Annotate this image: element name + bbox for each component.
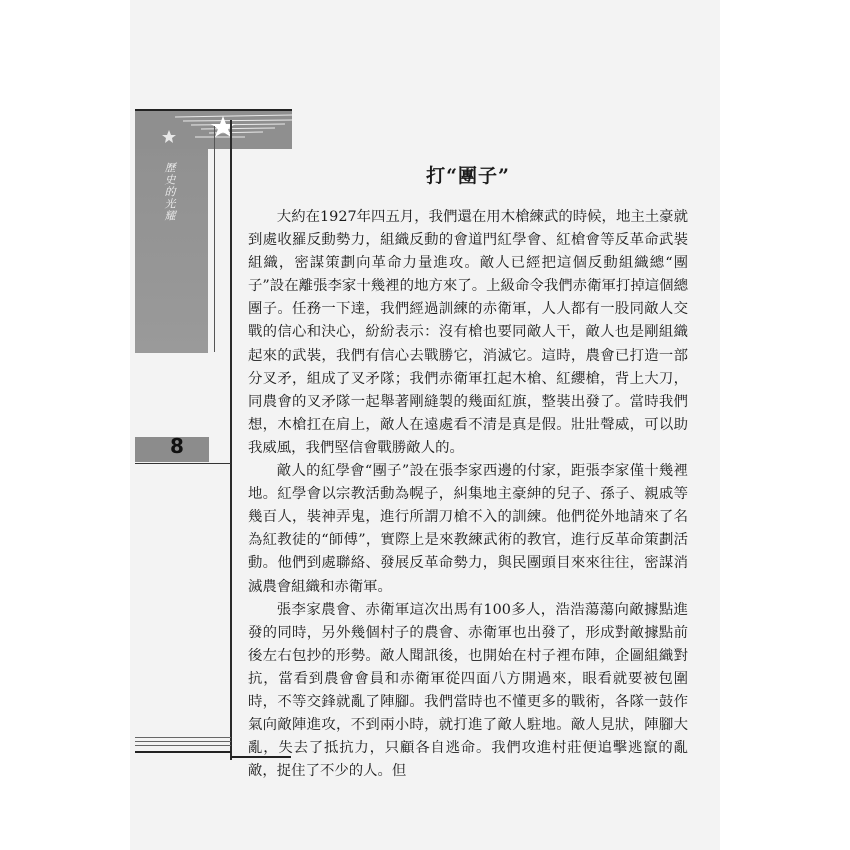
sidebar-inner-rule [214, 126, 215, 352]
page-number-rule [135, 463, 231, 464]
paragraph: 敵人的紅學會“團子”設在張李家西邊的付家，距張李家僅十幾裡地。紅學會以宗教活動為幌子，糾集地主豪紳的兒子、孫子、親戚等幾百人，裝神弄鬼，進行所謂刀槍不入的訓練。他們從外地請來了名為紅教徒的“師傅”，實際上是來教練武術的教官，進行反革命策劃活動。他們到處聯絡、發展反革命勢力，與民團頭目來來往往，密謀消滅農會組織和赤衛軍。 [248, 463, 688, 595]
bottom-decoration [135, 737, 231, 753]
sidebar-panel [135, 121, 208, 353]
margin-rule [230, 120, 232, 760]
running-title: 歷史的光耀 [163, 162, 176, 222]
paragraph: 大約在1927年四五月，我們還在用木槍練武的時候，地主土豪就到處收羅反動勢力，組織反動的會道門紅學會、紅槍會等反革命武裝組織，密謀策劃向革命力量進攻。敵人已經把這個反動組織總“團子”設在離張李家十幾裡的地方來了。上級命令我們赤衛軍打掉這個總團子。任務一下達，我們經過訓練的赤衛軍，人人都有一股同敵人交戰的信心和決心，紛紛表示：沒有槍也要同敵人干，敵人也是剛組織起來的武裝，我們有信心去戰勝它，消滅它。這時，農會已打造一部分叉矛，組成了叉矛隊；我們赤衛軍扛起木槍、紅纓槍，背上大刀，同農會的叉矛隊一起舉著剛縫製的幾面紅旗，整裝出發了。當時我們想，木槍扛在肩上，敵人在遠處看不清是真是假。壯壯聲威，可以助我威風，我們堅信會戰勝敵人的。 [248, 209, 688, 456]
article-body [248, 206, 688, 783]
page-number: 8 [170, 434, 184, 458]
paragraph: 張李家農會、赤衛軍這次出馬有100多人，浩浩蕩蕩向敵據點進發的同時，另外幾個村子的農會、赤衛軍也出發了，形成對敵據點前後左右包抄的形勢。敵人聞訊後，也開始在村子裡布陣，企圖組織對抗，當看到農會會員和赤衛軍從四面八方開過來，眼看就要被包圍時，不等交鋒就亂了陣腳。我們當時也不懂更多的戰術，各隊一鼓作氣向敵陣進攻，不到兩小時，就打進了敵人駐地。敵人見狀，陣腳大亂，失去了抵抗力，只顧各自逃命。我們攻進村莊便追擊逃竄的亂敵，捉住了不少的人。但 [248, 601, 688, 780]
article-heading: 打“團子” [426, 165, 510, 187]
